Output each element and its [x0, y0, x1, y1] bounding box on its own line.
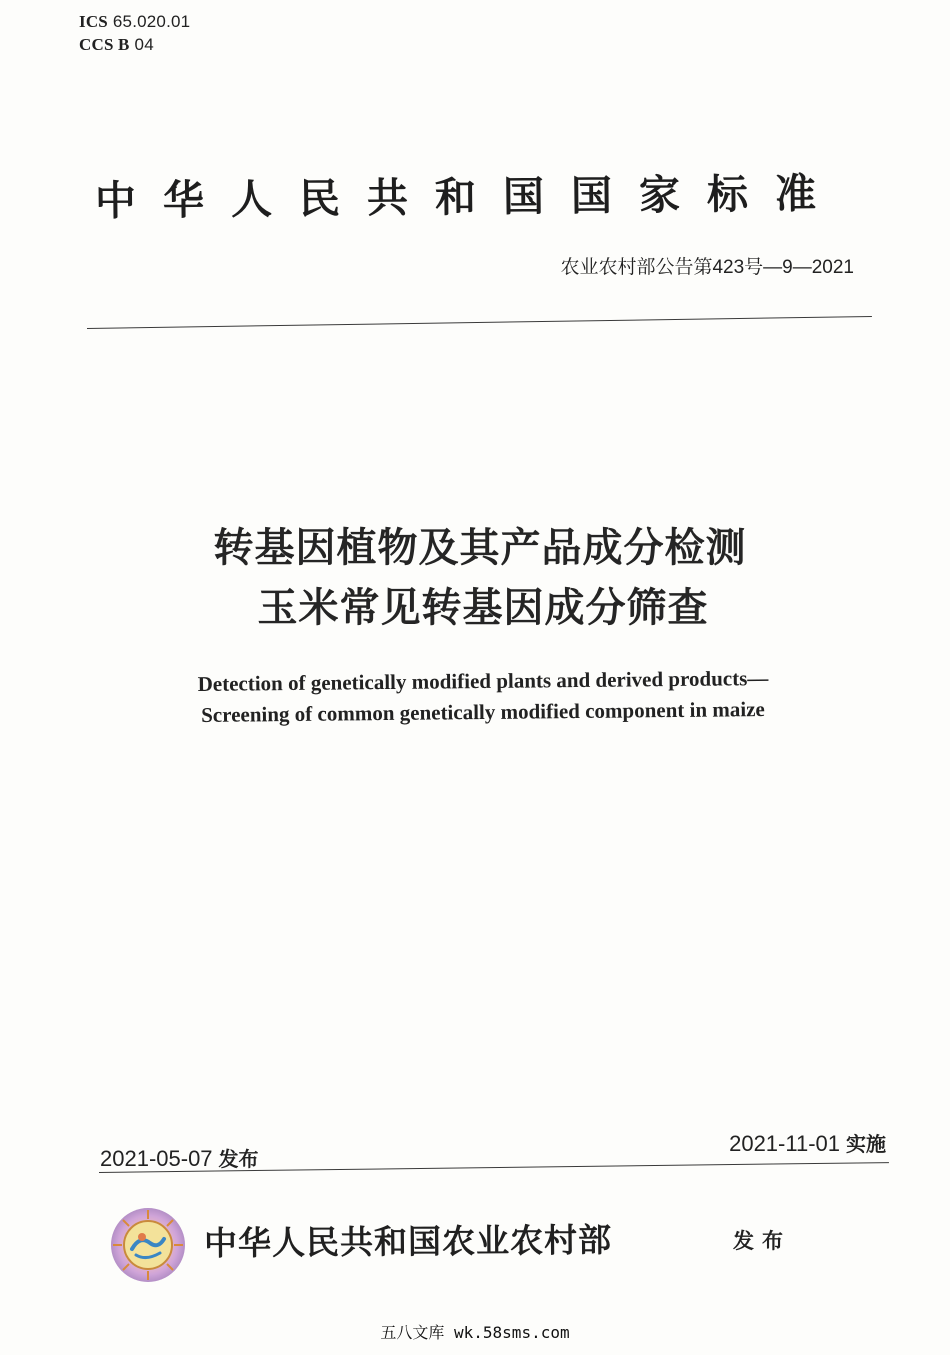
implementation-label: 实施	[846, 1132, 886, 1156]
english-title-line-1: Detection of genetically modified plants and derived products—	[197, 666, 769, 696]
standard-number: 农业农村部公告第423号—9—2021	[560, 257, 854, 278]
top-divider	[87, 316, 872, 329]
chinese-title-line-2: 玉米常见转基因成分筛查	[257, 585, 709, 631]
ics-code: 65.020.01	[112, 12, 191, 31]
ics-label: ICS	[79, 12, 108, 31]
ccs-classification	[79, 35, 154, 55]
publisher-suffix: 发布	[733, 1229, 791, 1253]
issue-date-block	[100, 1143, 259, 1172]
issue-date: 2021-05-07	[100, 1146, 213, 1171]
implementation-date-block	[729, 1128, 886, 1157]
national-standard-heading: 中华人民共和国国家标准	[94, 169, 844, 225]
ccs-label: CCS B	[79, 35, 130, 54]
ics-classification	[79, 12, 190, 32]
ministry-emblem-icon	[110, 1207, 186, 1283]
ccs-code: 04	[134, 35, 154, 54]
chinese-title-line-1: 转基因植物及其产品成分检测	[213, 525, 747, 571]
issue-label: 发布	[218, 1147, 259, 1171]
publisher-name: 中华人民共和国农业农村部	[203, 1220, 613, 1263]
watermark-text: 五八文库 wk.58sms.com	[380, 1323, 570, 1342]
english-title-line-2: Screening of common genetically modified component in maize	[201, 697, 765, 727]
implementation-date: 2021-11-01	[729, 1131, 840, 1156]
